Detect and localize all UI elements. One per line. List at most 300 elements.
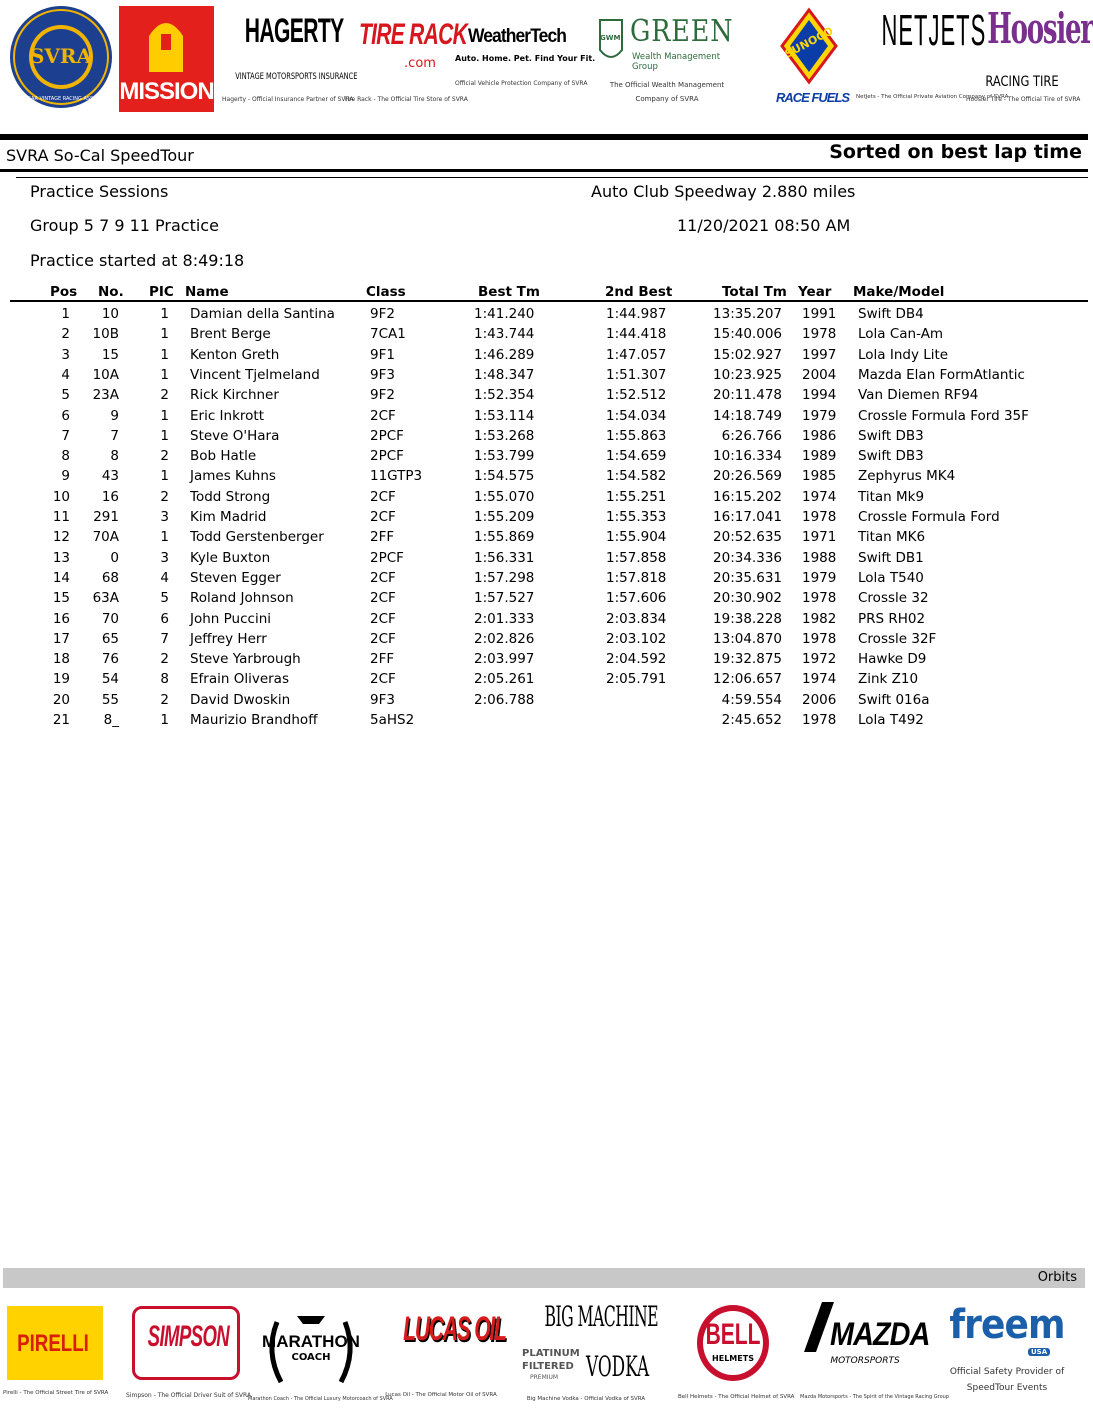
cell-make-model: Swift DB1 [858, 549, 924, 566]
cell-year: 1988 [802, 549, 837, 566]
cell-best-time: 1:53.114 [474, 407, 535, 424]
cell-year: 1978 [802, 509, 837, 525]
cell-car-number: 23A [92, 387, 119, 404]
cell-car-number: 9 [110, 407, 119, 424]
cell-pos: 2 [61, 326, 70, 343]
big-machine-vodka-logo [512, 1298, 660, 1402]
cell-pos: 16 [52, 610, 70, 627]
table-row [0, 712, 1088, 732]
cell-second-best: 1:51.307 [606, 366, 667, 383]
cell-make-model: Titan Mk9 [858, 488, 925, 505]
pirelli-logo [3, 1300, 109, 1396]
cell-pic: 7 [160, 630, 169, 647]
cell-total-time: 20:26.569 [713, 468, 782, 485]
cell-make-model: Lola T492 [858, 712, 924, 728]
cell-make-model: Swift DB3 [858, 448, 924, 465]
cell-class: 5aHS2 [370, 712, 415, 728]
bottom-sponsor-strip [0, 1292, 1088, 1408]
svra-ring-text: SPORTSCAR VINTAGE RACING ASSOCIATION [8, 96, 118, 102]
cell-class: 2CF [370, 407, 396, 424]
cell-year: 1972 [802, 651, 837, 668]
netjets-logo [856, 4, 1009, 108]
table-row [0, 468, 1088, 488]
cell-pos: 9 [61, 468, 70, 485]
cell-driver-name: Bob Hatle [190, 448, 257, 465]
cell-best-time: 1:56.331 [474, 549, 535, 566]
big-machine-premium: PREMIUM [530, 1374, 559, 1381]
cell-driver-name: Todd Strong [190, 488, 271, 505]
cell-pic: 5 [160, 590, 169, 607]
cell-year: 1994 [802, 387, 837, 404]
table-row [0, 550, 1088, 570]
cell-pic: 1 [160, 712, 169, 728]
session-type: Practice Sessions [30, 182, 169, 201]
cell-car-number: 8_ [103, 712, 119, 728]
cell-car-number: 8 [110, 448, 119, 465]
cell-second-best: 1:57.858 [606, 549, 667, 566]
cell-car-number: 63A [92, 590, 119, 607]
cell-class: 7CA1 [370, 326, 406, 343]
cell-total-time: 19:38.228 [713, 610, 782, 627]
cell-pic: 3 [160, 509, 169, 525]
marathon-subtitle: COACH [291, 1352, 331, 1363]
cell-class: 9F3 [370, 366, 395, 383]
cell-best-time: 1:46.289 [474, 346, 535, 363]
cell-make-model: Mazda Elan FormAtlantic [858, 366, 1025, 383]
cell-driver-name: Brent Berge [190, 326, 271, 343]
table-row [0, 570, 1088, 590]
freem-usa-tag: USA [1028, 1348, 1050, 1356]
cell-best-time: 1:57.298 [474, 569, 535, 586]
mazda-caption: Mazda Motorsports - The Spirit of the Vintage Racing Group [800, 1394, 949, 1400]
tirerack-caption: Tire Rack - The Official Tire Store of SVRA [344, 96, 468, 103]
cell-driver-name: Kenton Greth [190, 346, 280, 363]
cell-year: 1989 [802, 448, 837, 465]
sunoco-subtitle: RACE FUELS [776, 90, 850, 105]
cell-second-best: 2:04.592 [606, 651, 667, 668]
table-row [0, 306, 1088, 326]
cell-pic: 1 [160, 468, 169, 485]
cell-best-time: 2:06.788 [474, 691, 535, 708]
top-sponsor-strip [0, 0, 1093, 128]
freem-caption: Official Safety Provider of SpeedTour Events [949, 1367, 1065, 1393]
cell-pos: 5 [61, 387, 70, 404]
cell-driver-name: Steve O'Hara [190, 427, 280, 444]
cell-car-number: 43 [101, 468, 119, 485]
table-row [0, 631, 1088, 651]
cell-pic: 2 [160, 691, 169, 708]
table-row [0, 590, 1088, 610]
cell-best-time: 2:03.997 [474, 651, 535, 668]
table-row [0, 326, 1088, 346]
green-caption: The Official Wealth Management Company of SVRA [609, 81, 725, 103]
header-thin-rule [16, 177, 1088, 178]
orbits-label: Orbits [1037, 1270, 1077, 1285]
cell-pic: 3 [160, 549, 169, 566]
hoosier-wordmark: Hoosier [987, 4, 1093, 53]
cell-best-time: 1:53.799 [474, 448, 535, 465]
header-second-best: 2nd Best [605, 284, 673, 300]
table-header-rule [10, 300, 1088, 302]
cell-pos: 19 [52, 671, 70, 688]
cell-total-time: 19:32.875 [713, 651, 782, 668]
cell-pic: 1 [160, 346, 169, 363]
header-no: No. [98, 284, 124, 300]
cell-year: 1978 [802, 326, 837, 343]
weathertech-logo [455, 24, 596, 94]
marathon-logo [248, 1300, 393, 1402]
cell-pos: 20 [52, 691, 70, 708]
cell-year: 1979 [802, 569, 837, 586]
cell-total-time: 20:11.478 [713, 387, 782, 404]
header-year: Year [798, 284, 832, 300]
cell-year: 1997 [802, 346, 837, 363]
cell-make-model: Swift DB3 [858, 427, 924, 444]
header-make-model: Make/Model [853, 284, 945, 300]
cell-car-number: 291 [93, 509, 119, 525]
big-machine-filtered: FILTERED [522, 1361, 574, 1372]
green-wealth-logo [596, 12, 738, 108]
table-row [0, 448, 1088, 468]
cell-second-best: 2:03.102 [606, 630, 667, 647]
cell-total-time: 10:16.334 [713, 448, 782, 465]
cell-driver-name: Kyle Buxton [190, 549, 271, 566]
cell-make-model: Crossle Formula Ford 35F [858, 407, 1029, 424]
bell-wordmark: BELL [705, 1318, 761, 1351]
cell-make-model: Lola Can-Am [858, 326, 944, 343]
mission-bell-tower-icon [141, 10, 191, 72]
pirelli-caption: Pirelli - The Official Street Tire of SVRA [3, 1390, 109, 1396]
cell-class: 2CF [370, 630, 396, 647]
simpson-logo [126, 1300, 252, 1399]
tirerack-suffix: .com [404, 56, 436, 71]
cell-pos: 12 [52, 529, 70, 546]
cell-total-time: 2:45.652 [721, 712, 782, 728]
cell-pic: 2 [160, 387, 169, 404]
svra-logo [8, 4, 118, 110]
green-wordmark: GREEN [630, 14, 734, 49]
cell-pic: 1 [160, 427, 169, 444]
cell-class: 2CF [370, 671, 396, 688]
hagerty-caption: Hagerty - Official Insurance Partner of SVRA [222, 96, 354, 103]
marathon-caption: Marathon Coach - The Official Luxury Motorcoach of SVRA [248, 1396, 393, 1402]
cell-year: 1986 [802, 427, 837, 444]
tirerack-wordmark: TIRE RACK [359, 18, 468, 51]
pirelli-wordmark: PIRELLI [17, 1330, 89, 1357]
bell-helmets-logo [678, 1300, 795, 1400]
cell-best-time: 2:05.261 [474, 671, 535, 688]
header-top-rule [0, 134, 1088, 140]
big-machine-caption: Big Machine Vodka - Official Vodka of SVRA [526, 1396, 646, 1402]
session-start-time: Practice started at 8:49:18 [30, 251, 245, 270]
cell-best-time: 1:54.575 [474, 468, 535, 485]
cell-car-number: 70 [101, 610, 119, 627]
cell-car-number: 65 [101, 630, 119, 647]
cell-pic: 1 [160, 326, 169, 343]
cell-driver-name: David Dwoskin [190, 691, 291, 708]
cell-total-time: 20:52.635 [713, 529, 782, 546]
sunoco-wordmark: SUNOCO [782, 24, 836, 61]
hoosier-caption: Hoosier Tire - The Official Tire of SVRA [966, 96, 1081, 103]
cell-year: 2004 [802, 366, 837, 383]
big-machine-vodka: VODKA [586, 1350, 650, 1383]
cell-year: 1982 [802, 610, 837, 627]
tirerack-logo [344, 14, 468, 112]
cell-best-time: 1:55.209 [474, 509, 535, 525]
cell-total-time: 15:40.006 [713, 326, 782, 343]
header-best-time: Best Tm [478, 284, 540, 300]
table-row [0, 509, 1088, 529]
table-row [0, 347, 1088, 367]
cell-car-number: 70A [92, 529, 119, 546]
svra-badge-text: SVRA [29, 44, 93, 68]
cell-second-best: 1:55.863 [606, 427, 667, 444]
cell-best-time: 1:41.240 [474, 306, 535, 322]
lucas-oil-logo [380, 1298, 506, 1400]
cell-best-time: 1:48.347 [474, 366, 535, 383]
cell-driver-name: Roland Johnson [190, 590, 294, 607]
cell-make-model: Swift DB4 [858, 306, 924, 322]
cell-class: 2CF [370, 569, 396, 586]
cell-pic: 8 [160, 671, 169, 688]
cell-car-number: 16 [101, 488, 119, 505]
cell-year: 1985 [802, 468, 837, 485]
header-class: Class [366, 284, 406, 300]
cell-class: 2FF [370, 651, 395, 668]
cell-best-time: 1:43.744 [474, 326, 535, 343]
cell-second-best: 1:57.818 [606, 569, 667, 586]
cell-pic: 2 [160, 448, 169, 465]
cell-second-best: 1:55.251 [606, 488, 667, 505]
cell-car-number: 7 [110, 427, 119, 444]
cell-car-number: 10B [92, 326, 119, 343]
cell-total-time: 16:17.041 [713, 509, 782, 525]
cell-make-model: Lola T540 [858, 569, 924, 586]
weathertech-tagline: Auto. Home. Pet. Find Your Fit. [455, 54, 596, 63]
sort-note: Sorted on best lap time [829, 141, 1082, 163]
cell-pic: 6 [160, 610, 169, 627]
simpson-wordmark: SIMPSON [147, 1320, 230, 1353]
table-row [0, 671, 1088, 691]
table-row [0, 692, 1088, 712]
cell-pos: 4 [61, 366, 70, 383]
cell-make-model: Swift 016a [858, 691, 930, 708]
cell-year: 1991 [802, 306, 837, 322]
table-row [0, 611, 1088, 631]
lucas-oil-caption: Lucas Oil - The Official Motor Oil of SVRA [385, 1392, 497, 1398]
cell-driver-name: Todd Gerstenberger [190, 529, 324, 546]
cell-pic: 1 [160, 529, 169, 546]
header-name: Name [185, 284, 229, 300]
cell-car-number: 76 [101, 651, 119, 668]
cell-make-model: Titan MK6 [858, 529, 926, 546]
cell-make-model: Crossle 32F [858, 630, 937, 647]
cell-car-number: 10A [92, 366, 119, 383]
bell-caption: Bell Helmets - The Official Helmet of SVRA [678, 1394, 795, 1400]
cell-second-best: 1:57.606 [606, 590, 667, 607]
cell-car-number: 54 [101, 671, 119, 688]
cell-make-model: Zephyrus MK4 [858, 468, 956, 485]
cell-pos: 10 [52, 488, 70, 505]
table-row [0, 529, 1088, 549]
cell-class: 2PCF [370, 427, 404, 444]
cell-total-time: 4:59.554 [721, 691, 782, 708]
weathertech-wordmark: WeatherTech [467, 26, 567, 47]
cell-class: 2FF [370, 529, 395, 546]
cell-driver-name: Kim Madrid [190, 509, 267, 525]
cell-car-number: 0 [110, 549, 119, 566]
cell-total-time: 20:34.336 [713, 549, 782, 566]
cell-pos: 1 [61, 306, 70, 322]
cell-make-model: Van Diemen RF94 [858, 387, 979, 404]
cell-driver-name: Rick Kirchner [190, 387, 279, 404]
cell-year: 1971 [802, 529, 837, 546]
cell-driver-name: Damian della Santina [190, 306, 335, 322]
bell-subtitle: HELMETS [712, 1354, 754, 1363]
cell-second-best: 1:47.057 [606, 346, 667, 363]
cell-car-number: 55 [101, 691, 119, 708]
cell-second-best: 1:52.512 [606, 387, 667, 404]
mission-wordmark: MISSION [119, 78, 214, 105]
cell-driver-name: Steve Yarbrough [190, 651, 301, 668]
cell-best-time: 1:53.268 [474, 427, 535, 444]
footer-bar [3, 1268, 1085, 1288]
cell-best-time: 1:57.527 [474, 590, 535, 607]
simpson-caption: Simpson - The Official Driver Suit of SVRA [126, 1392, 252, 1399]
marathon-wordmark: MARATHON [262, 1332, 360, 1351]
cell-class: 11GTP3 [370, 468, 423, 485]
header-pic: PIC [149, 284, 174, 300]
cell-total-time: 12:06.657 [713, 671, 782, 688]
table-row [0, 408, 1088, 428]
big-machine-wordmark: BIG MACHINE [544, 1300, 659, 1333]
cell-second-best: 1:44.987 [606, 306, 667, 322]
mission-logo [119, 6, 214, 112]
table-row [0, 489, 1088, 509]
session-datetime: 11/20/2021 08:50 AM [677, 216, 851, 235]
cell-year: 1978 [802, 590, 837, 607]
hagerty-logo [222, 8, 358, 112]
cell-second-best: 1:55.904 [606, 529, 667, 546]
cell-year: 1978 [802, 630, 837, 647]
lucas-oil-wordmark: LUCAS OIL [403, 1310, 506, 1348]
cell-total-time: 13:04.870 [713, 630, 782, 647]
cell-make-model: PRS RH02 [858, 610, 926, 627]
green-monogram: GWM [600, 34, 621, 42]
cell-driver-name: Jeffrey Herr [190, 630, 267, 647]
cell-driver-name: James Kuhns [190, 468, 276, 485]
table-row [0, 367, 1088, 387]
cell-driver-name: Maurizio Brandhoff [190, 712, 318, 728]
mazda-subtitle: MOTORSPORTS [830, 1356, 900, 1366]
cell-car-number: 15 [101, 346, 119, 363]
cell-driver-name: John Puccini [190, 610, 272, 627]
hoosier-logo [966, 4, 1093, 108]
cell-best-time: 1:55.869 [474, 529, 535, 546]
cell-pic: 1 [160, 407, 169, 424]
sunoco-logo [776, 4, 850, 110]
mazda-motorsports-logo [800, 1298, 949, 1402]
cell-make-model: Hawke D9 [858, 651, 927, 668]
cell-pos: 13 [52, 549, 70, 566]
hagerty-subtitle: VINTAGE MOTORSPORTS INSURANCE [235, 72, 358, 82]
cell-second-best: 1:55.353 [606, 509, 667, 525]
weathertech-caption: Official Vehicle Protection Company of SVRA [455, 80, 588, 87]
cell-total-time: 15:02.927 [713, 346, 782, 363]
cell-class: 2PCF [370, 549, 404, 566]
cell-year: 1979 [802, 407, 837, 424]
table-row [0, 428, 1088, 448]
cell-pic: 2 [160, 488, 169, 505]
green-subtitle: Wealth Management Group [632, 52, 721, 72]
session-group: Group 5 7 9 11 Practice [30, 216, 219, 235]
table-row [0, 387, 1088, 407]
cell-year: 1974 [802, 671, 837, 688]
cell-driver-name: Steven Egger [190, 569, 281, 586]
cell-pos: 11 [52, 509, 70, 525]
cell-best-time: 2:02.826 [474, 630, 535, 647]
cell-driver-name: Eric Inkrott [190, 407, 264, 424]
cell-class: 2CF [370, 610, 396, 627]
cell-second-best: 2:05.791 [606, 671, 667, 688]
cell-driver-name: Efrain Oliveras [190, 671, 289, 688]
cell-best-time: 1:55.070 [474, 488, 535, 505]
cell-pos: 7 [61, 427, 70, 444]
cell-car-number: 10 [101, 306, 119, 322]
cell-second-best: 2:03.834 [606, 610, 667, 627]
cell-second-best: 1:54.659 [606, 448, 667, 465]
table-row [0, 651, 1088, 671]
cell-year: 1978 [802, 712, 837, 728]
series-title: SVRA So-Cal SpeedTour [6, 146, 194, 165]
cell-total-time: 20:35.631 [713, 569, 782, 586]
cell-best-time: 1:52.354 [474, 387, 535, 404]
big-machine-platinum: PLATINUM [522, 1348, 580, 1359]
header-pos: Pos [50, 284, 78, 300]
cell-driver-name: Vincent Tjelmeland [190, 366, 320, 383]
cell-total-time: 13:35.207 [713, 306, 782, 322]
cell-second-best: 1:54.034 [606, 407, 667, 424]
cell-pos: 18 [52, 651, 70, 668]
cell-pic: 2 [160, 651, 169, 668]
cell-total-time: 16:15.202 [713, 488, 782, 505]
freem-logo [932, 1298, 1082, 1398]
cell-pos: 6 [61, 407, 70, 424]
cell-total-time: 20:30.902 [713, 590, 782, 607]
cell-pos: 15 [52, 590, 70, 607]
cell-make-model: Crossle 32 [858, 590, 929, 607]
cell-class: 2CF [370, 488, 396, 505]
netjets-wordmark: NETJETS [881, 6, 987, 55]
cell-car-number: 68 [101, 569, 119, 586]
cell-pic: 1 [160, 306, 169, 322]
netjets-caption: NetJets - The Official Private Aviation Company of SVRA [856, 94, 1009, 100]
mazda-wordmark: MAZDA [830, 1316, 930, 1352]
cell-class: 9F2 [370, 387, 395, 404]
cell-class: 2CF [370, 590, 396, 607]
cell-make-model: Zink Z10 [858, 671, 919, 688]
cell-pos: 21 [52, 712, 70, 728]
cell-total-time: 14:18.749 [713, 407, 782, 424]
cell-class: 9F2 [370, 306, 395, 322]
hagerty-wordmark: HAGERTY [244, 12, 344, 50]
track-name: Auto Club Speedway 2.880 miles [591, 182, 856, 201]
cell-second-best: 1:54.582 [606, 468, 667, 485]
cell-pic: 4 [160, 569, 169, 586]
cell-pos: 17 [52, 630, 70, 647]
cell-second-best: 1:44.418 [606, 326, 667, 343]
freem-wordmark: freem [949, 1302, 1065, 1348]
